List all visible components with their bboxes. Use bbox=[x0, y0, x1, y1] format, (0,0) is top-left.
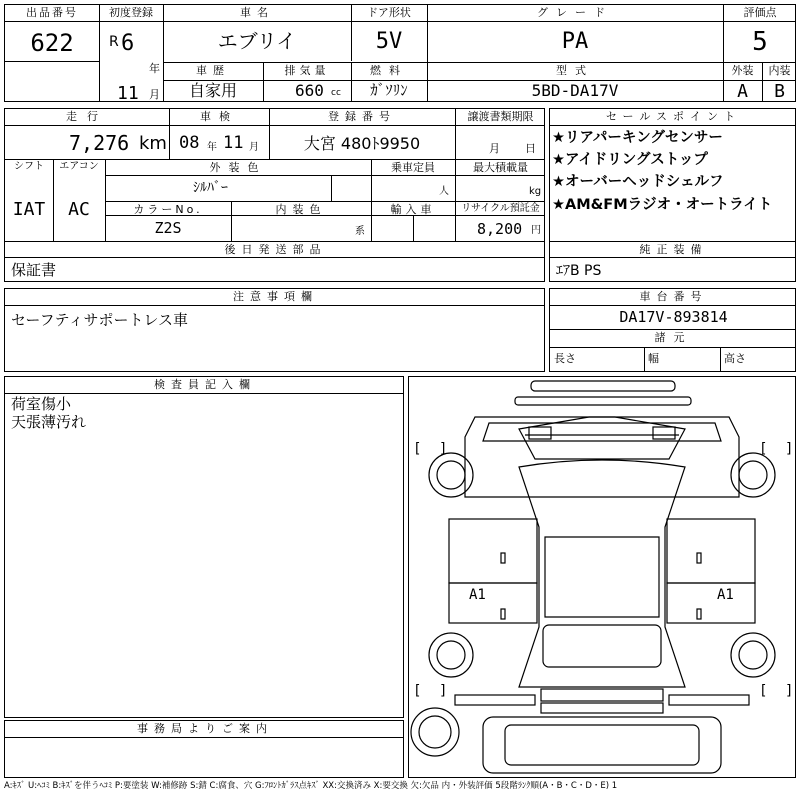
inspection-year-unit: 年 bbox=[207, 142, 217, 153]
inspection-month-unit: 月 bbox=[249, 142, 259, 153]
bracket-close-bottom-right: ] bbox=[785, 683, 794, 699]
notes-text: セーフティサポートレス車 bbox=[11, 311, 189, 329]
office-label: 事務局よりご案内 bbox=[137, 722, 273, 735]
length-label: 長さ bbox=[554, 352, 576, 365]
header-section bbox=[4, 4, 796, 102]
reg-number: 大宮 480ﾄ9950 bbox=[303, 134, 421, 153]
score: 5 bbox=[752, 27, 768, 57]
first-reg-label: 初度登録 bbox=[109, 6, 153, 19]
transfer-month-unit: 月 bbox=[489, 142, 500, 155]
inspector-note-1: 荷室傷小 bbox=[11, 395, 72, 413]
capacity-label: 乗車定員 bbox=[391, 161, 435, 174]
ext-grade: A bbox=[737, 81, 748, 102]
width-label: 幅 bbox=[648, 352, 659, 365]
inspector-section bbox=[4, 376, 404, 718]
color-no-label: カラーNo. bbox=[133, 203, 203, 216]
shift-label: シフト bbox=[14, 161, 44, 172]
first-reg-year: 6 bbox=[121, 31, 135, 56]
fuel: ｶﾞｿﾘﾝ bbox=[370, 81, 408, 99]
bracket-close-top-left: ] bbox=[439, 441, 448, 457]
chassis-label: 車台番号 bbox=[639, 290, 708, 303]
color-no: Z2S bbox=[154, 219, 182, 237]
grade-label: グレード bbox=[537, 6, 613, 19]
footer-legend: A:ｷｽﾞ U:ﾍｺﾐ B:ｷｽﾞを伴うﾍｺﾐ P:要塗装 W:補修跡 S:錆 C:腐食、穴 G:ﾌﾛﾝﾄｶﾞﾗｽ点ｷｽﾞ XX:交換済み X:要交換 欠:欠品 内・外装評価 5段階ﾗﾝｸ順(A・B・C・D・E) 1 bbox=[4, 781, 618, 791]
capacity-unit: 人 bbox=[439, 186, 449, 197]
color: ｼﾙﾊﾞｰ bbox=[193, 180, 228, 196]
shift: IAT bbox=[12, 199, 46, 220]
equipment: ｴｱB PS bbox=[556, 263, 602, 279]
sales-point-2: ★アイドリングストップ bbox=[552, 152, 708, 168]
ac: AC bbox=[68, 199, 90, 220]
year-unit: 年 bbox=[149, 62, 160, 75]
mileage: 7,276 bbox=[69, 131, 130, 155]
recycle-label: リサイクル預託金 bbox=[461, 203, 540, 214]
interior-color-label: 内装色 bbox=[275, 203, 327, 216]
load-label: 最大積載量 bbox=[473, 161, 528, 174]
height-label: 高さ bbox=[724, 352, 746, 365]
inspection-month: 11 bbox=[223, 133, 244, 153]
inspection-year: 08 bbox=[179, 133, 200, 153]
sales-point-label: セールスポイント bbox=[605, 110, 741, 123]
sales-point-1: ★リアパーキングセンサー bbox=[552, 130, 723, 146]
door-type: 5V bbox=[375, 29, 403, 54]
bracket-open-top-right: [ bbox=[759, 441, 768, 457]
inspection-label: 車検 bbox=[200, 110, 238, 123]
model-label: 型式 bbox=[556, 64, 594, 77]
office-section bbox=[4, 720, 404, 778]
history: 自家用 bbox=[188, 81, 237, 100]
transfer-label: 譲渡書類期限 bbox=[467, 110, 534, 123]
import-label: 輸入車 bbox=[390, 203, 436, 216]
interior-color-unit: 系 bbox=[355, 226, 365, 237]
score-label: 評価点 bbox=[743, 6, 777, 19]
ext-label: 外装 bbox=[731, 64, 754, 77]
mileage-label: 走行 bbox=[66, 110, 108, 123]
sales-point-section bbox=[549, 108, 796, 282]
car-name: エブリイ bbox=[217, 29, 297, 53]
transfer-day-unit: 日 bbox=[525, 142, 536, 155]
ac-label: エアコン bbox=[59, 161, 99, 172]
grade: PA bbox=[561, 29, 589, 54]
car-name-label: 車名 bbox=[240, 6, 274, 19]
recycle-unit: 円 bbox=[531, 225, 541, 236]
inspector-note-2: 天張薄汚れ bbox=[11, 413, 87, 431]
lot-label: 出品番号 bbox=[26, 6, 78, 19]
sales-point-4: ★AM&FMラジオ・オートライト bbox=[552, 197, 773, 213]
model-code: 5BD-DA17V bbox=[531, 81, 619, 100]
history-label: 車歴 bbox=[196, 64, 230, 77]
first-reg-month: 11 bbox=[117, 83, 139, 104]
recycle-amount: 8,200 bbox=[477, 220, 523, 238]
car-diagram bbox=[408, 376, 796, 778]
displacement-unit: cc bbox=[331, 88, 341, 98]
displacement-label: 排気量 bbox=[284, 64, 330, 77]
bracket-close-bottom-left: ] bbox=[439, 683, 448, 699]
chassis-number: DA17V-893814 bbox=[619, 308, 728, 326]
later-parts-label: 後日発送部品 bbox=[224, 243, 327, 256]
bracket-open-bottom-right: [ bbox=[759, 683, 768, 699]
door-label: ドア形状 bbox=[367, 6, 411, 19]
lot-number: 622 bbox=[30, 29, 74, 57]
notes-section bbox=[4, 288, 545, 372]
later-parts: 保証書 bbox=[11, 261, 57, 279]
dims-label: 諸元 bbox=[654, 331, 693, 344]
displacement: 660 bbox=[295, 81, 324, 100]
era: R bbox=[109, 34, 119, 50]
damage-mark-left: A1 bbox=[469, 587, 486, 603]
vehicle-details-section bbox=[4, 108, 545, 282]
reg-label: 登録番号 bbox=[328, 110, 396, 123]
equipment-label: 純正装備 bbox=[639, 243, 708, 256]
chassis-section bbox=[549, 288, 796, 372]
load-unit: kg bbox=[529, 186, 542, 197]
sales-point-3: ★オーバーヘッドシェルフ bbox=[552, 174, 724, 190]
bracket-open-bottom-left: [ bbox=[413, 683, 422, 699]
mileage-unit: km bbox=[139, 133, 167, 154]
notes-label: 注意事項欄 bbox=[233, 290, 318, 303]
month-unit: 月 bbox=[149, 88, 160, 101]
car-outline-drawing bbox=[409, 377, 795, 777]
bracket-close-top-right: ] bbox=[785, 441, 794, 457]
bracket-open-top-left: [ bbox=[413, 441, 422, 457]
damage-mark-right: A1 bbox=[717, 587, 734, 603]
inspector-label: 検査員記入欄 bbox=[154, 378, 256, 391]
fuel-label: 燃料 bbox=[370, 64, 408, 77]
int-label: 内装 bbox=[768, 64, 791, 77]
color-label: 外装色 bbox=[209, 161, 267, 174]
int-grade: B bbox=[774, 81, 785, 102]
